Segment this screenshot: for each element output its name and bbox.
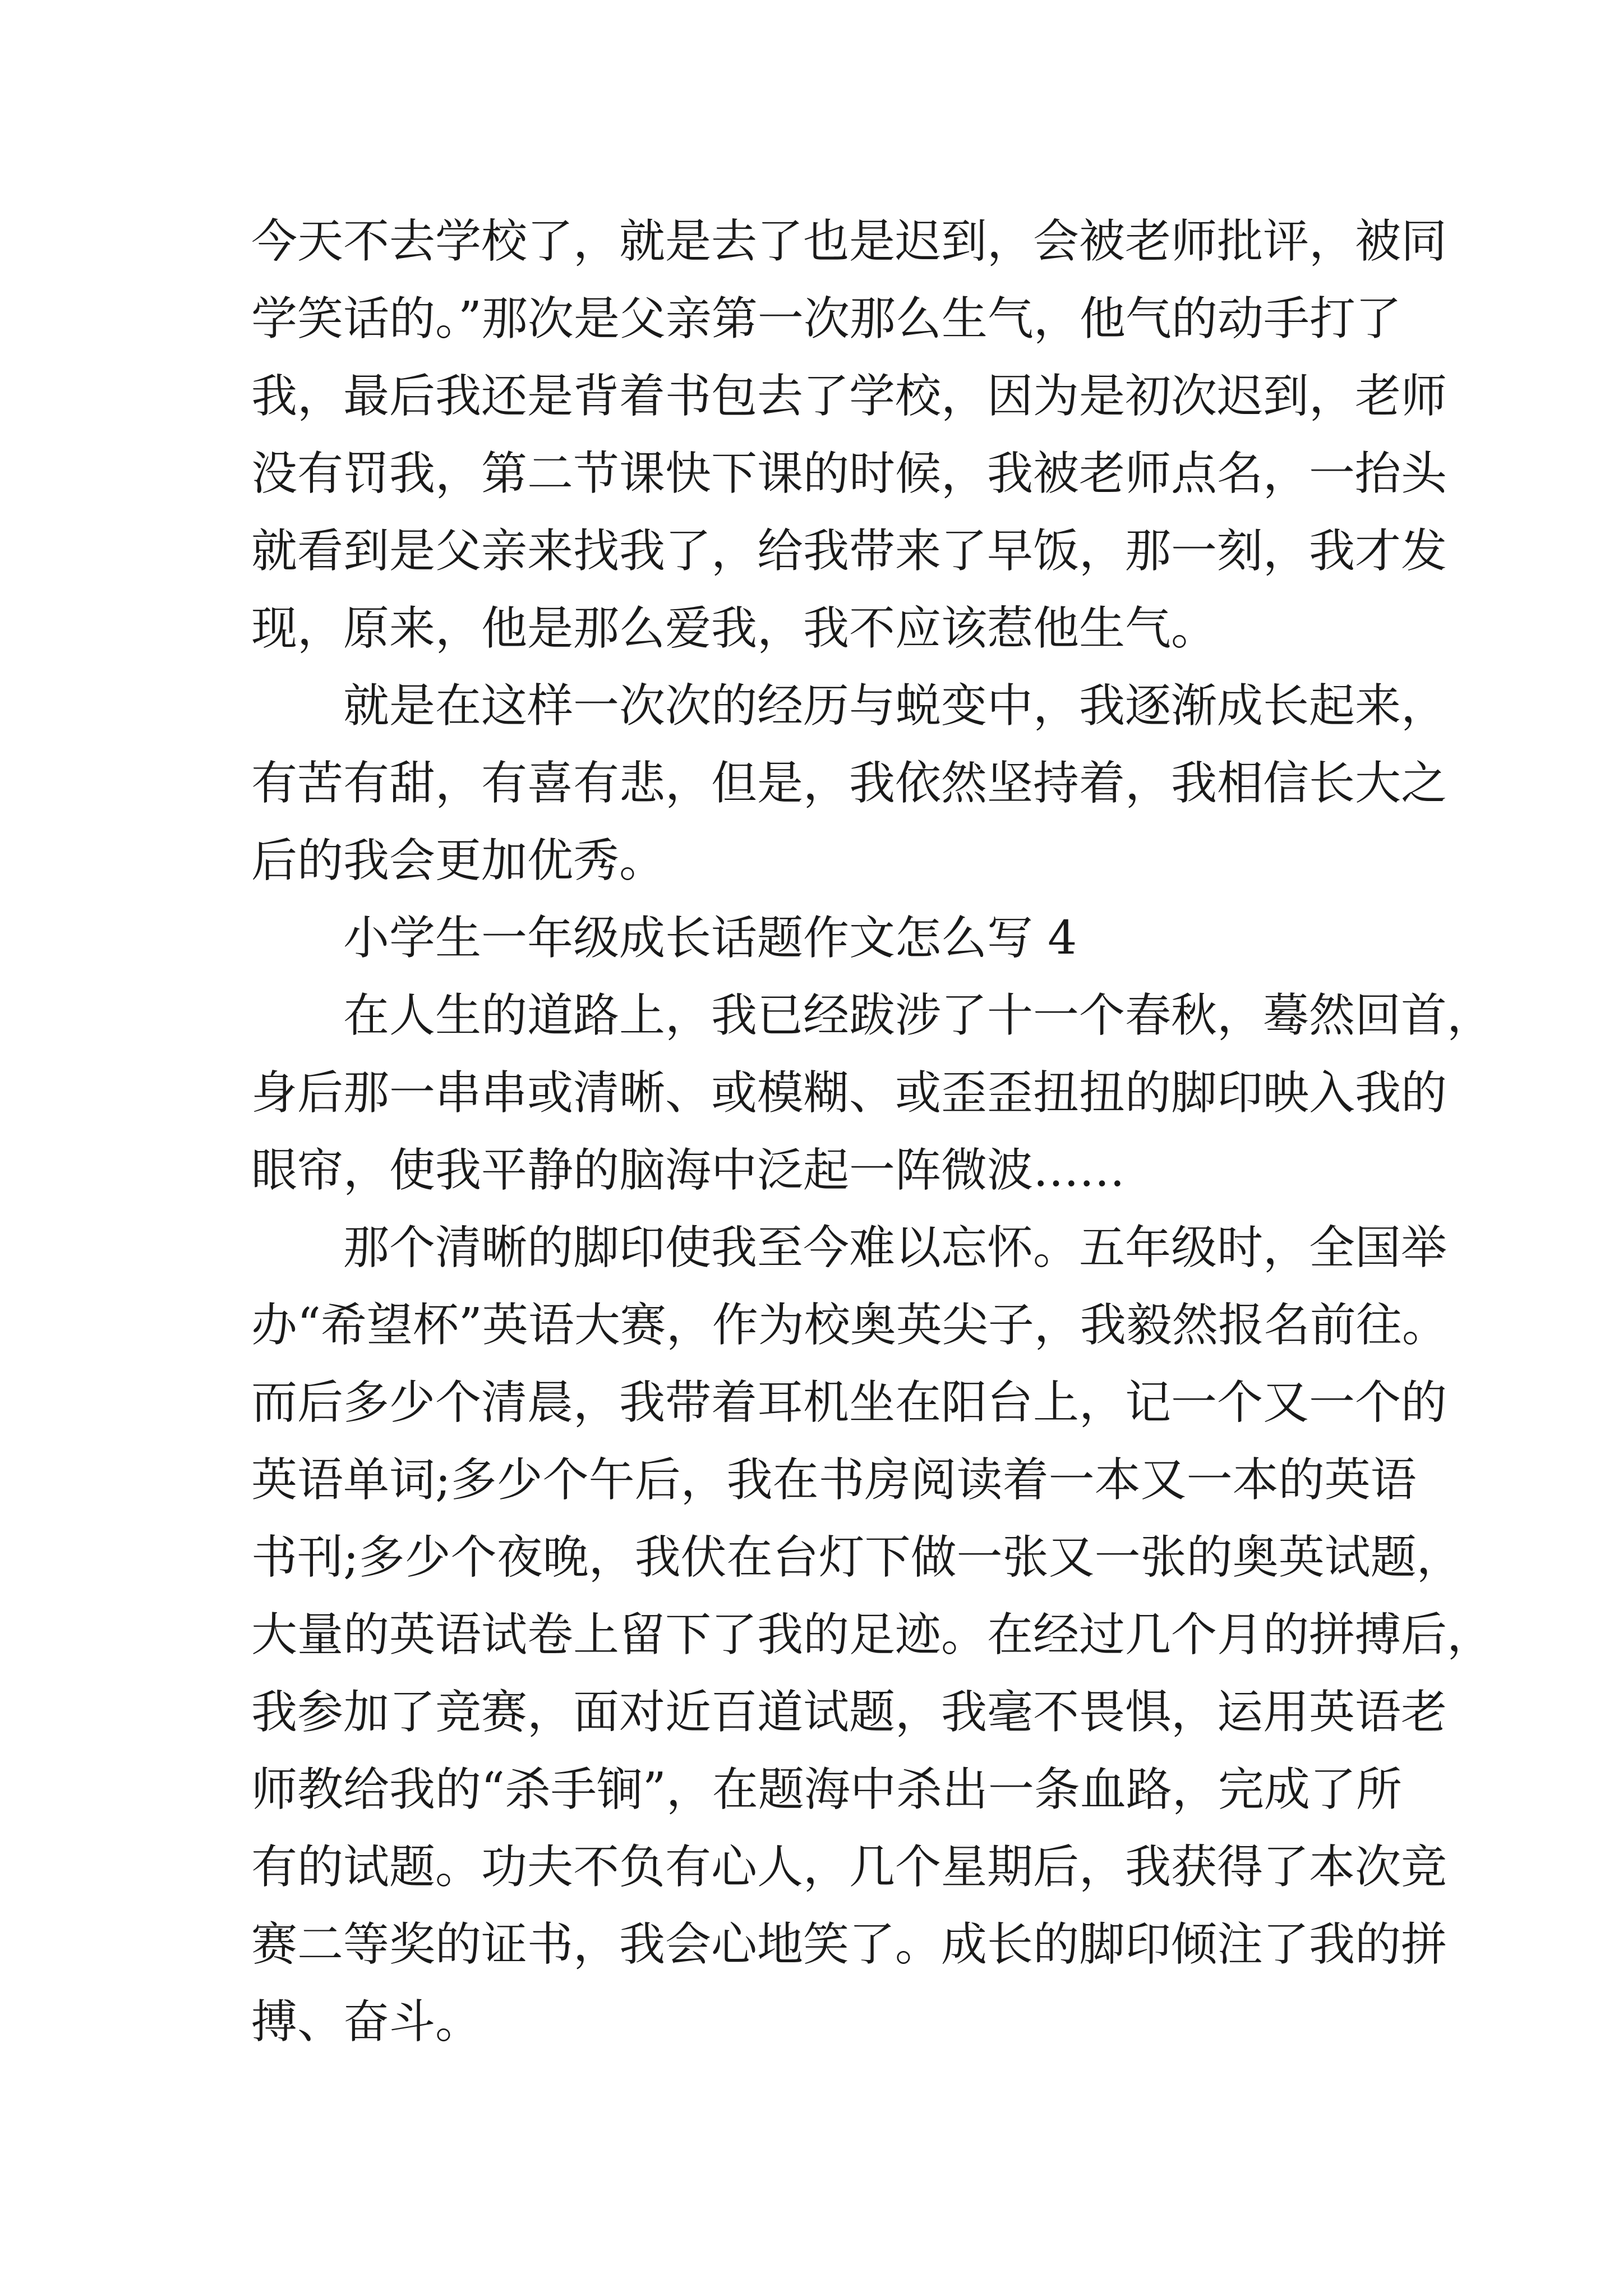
text-line: 搏、奋斗。 <box>251 1995 482 2049</box>
text-line: 学笑话的。”那次是父亲第一次那么生气，他气的动手打了 <box>251 292 1401 346</box>
text-line: 没有罚我，第二节课快下课的时候，我被老师点名，一抬头 <box>251 447 1447 500</box>
text-line: 英语单词;多少个午后，我在书房阅读着一本又一本的英语 <box>251 1453 1417 1507</box>
text-line: 眼帘，使我平静的脑海中泛起一阵微波…… <box>251 1144 1126 1197</box>
text-line: 而后多少个清晨，我带着耳机坐在阳台上，记一个又一个的 <box>251 1376 1447 1429</box>
text-line: 现，原来，他是那么爱我，我不应该惹他生气。 <box>251 602 1218 655</box>
text-line: 办“希望杯”英语大赛，作为校奥英尖子，我毅然报名前往。 <box>251 1299 1448 1352</box>
text-line: 我参加了竞赛，面对近百道试题，我毫不畏惧，运用英语老 <box>251 1686 1447 1739</box>
paragraph-first-line: 小学生一年级成长话题作文怎么写 4 <box>343 912 1077 965</box>
text-line: 就看到是父亲来找我了，给我带来了早饭，那一刻，我才发 <box>251 524 1447 578</box>
body-text <box>251 203 1493 2061</box>
text-line: 后的我会更加优秀。 <box>251 834 666 887</box>
text-line: 有苦有甜，有喜有悲，但是，我依然坚持着，我相信长大之 <box>251 757 1447 810</box>
text-line: 大量的英语试卷上留下了我的足迹。在经过几个月的拼搏后， <box>251 1608 1493 1662</box>
paragraph-first-line: 那个清晰的脚印使我至今难以忘怀。五年级时，全国举 <box>343 1221 1447 1274</box>
text-line: 有的试题。功夫不负有心人，几个星期后，我获得了本次竞 <box>251 1841 1447 1894</box>
text-line: 今天不去学校了，就是去了也是迟到，会被老师批评，被同 <box>251 215 1447 268</box>
paragraph-first-line: 就是在这样一次次的经历与蜕变中，我逐渐成长起来， <box>343 679 1447 733</box>
paragraph-first-line: 在人生的道路上，我已经跋涉了十一个春秋，蓦然回首， <box>343 989 1493 1042</box>
text-line: 赛二等奖的证书，我会心地笑了。成长的脚印倾注了我的拼 <box>251 1918 1447 1971</box>
text-line: 书刊;多少个夜晚，我伏在台灯下做一张又一张的奥英试题， <box>251 1531 1463 1584</box>
text-line: 师教给我的“杀手锏”，在题海中杀出一条血路，完成了所 <box>251 1763 1402 1816</box>
text-line: 身后那一串串或清晰、或模糊、或歪歪扭扭的脚印映入我的 <box>251 1066 1447 1120</box>
text-line: 我，最后我还是背着书包去了学校，因为是初次迟到，老师 <box>251 370 1447 423</box>
